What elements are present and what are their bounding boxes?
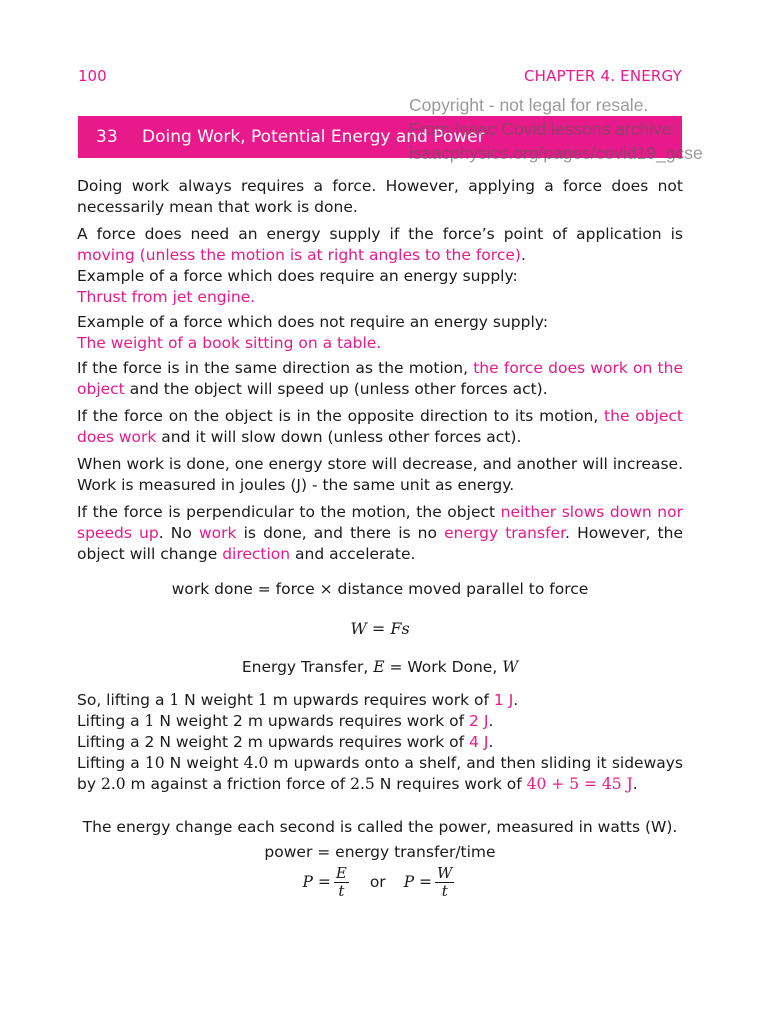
example-line-2: Lifting a 1 N weight 2 m upwards requires work of 2 J. (77, 712, 494, 730)
equation-w-fs: W = Fs (350, 619, 410, 638)
power-word-equation: power = energy transfer/time (264, 843, 496, 861)
fraction-w-over-t: $\frac{W}{t}$ (437, 864, 453, 900)
section-banner (78, 116, 682, 158)
power-p-equals-2: P = (403, 873, 433, 891)
fraction-e-over-t: $\frac{E}{t}$ (335, 864, 347, 900)
page-number: 100 (78, 67, 107, 85)
page-body (77, 176, 683, 900)
example-line-3: Lifting a 2 N weight 2 m upwards requires work of 4 J. (77, 733, 494, 751)
watermark-line-3: isaacphysics.org/pages/covid19_gcse (409, 143, 703, 163)
paragraph-work-done-energy: When work is done, one energy store will decrease, and another will increase. Work is measured in joules (J) - the same unit as energy. (77, 455, 683, 494)
section-title: Doing Work, Potential Energy and Power (142, 127, 485, 147)
power-p-equals-1: P = (302, 873, 331, 891)
power-intro: The energy change each second is called the power, measured in watts (W). (82, 818, 678, 836)
example-line-1: So, lifting a 1 N weight 1 m upwards requires work of 1 J. (77, 691, 519, 709)
chapter-heading: CHAPTER 4. ENERGY (523, 67, 682, 85)
paragraph-energy-supply: A force does need an energy supply if the force’s point of application is moving (unless the motion is at right angles to the force). (77, 225, 683, 264)
paragraph-opposite-direction: If the force on the object is in the opposite direction to its motion, the object does work and it will slow down (unless other forces act). (77, 407, 683, 446)
example-line-4: Lifting a 10 N weight 4.0 m upwards onto a shelf, and then sliding it sideways by 2.0 m against a friction force of 2.5 N requires work of 40 + 5 = 45 J. (77, 754, 683, 793)
power-or: or (369, 873, 386, 891)
equation-work-done: work done = force × distance moved parallel to force (171, 580, 589, 598)
equation-energy-transfer: Energy Transfer, E = Work Done, W (241, 658, 519, 676)
watermark-line-2: From Isaac Covid lessons archive: (409, 119, 677, 139)
paragraph-perpendicular: If the force is perpendicular to the motion, the object neither slows down nor speeds up. No work is done, and there is no energy transfer. However, the object will change direction and accelerate. (77, 503, 683, 563)
paragraph-example-requires: Example of a force which does require an energy supply: Thrust from jet engine. (77, 267, 518, 306)
section-number: 33 (96, 127, 118, 147)
paragraph-work-requires-force: Doing work always requires a force. However, applying a force does not necessarily mean that work is done. (77, 177, 683, 216)
paragraph-same-direction: If the force is in the same direction as the motion, the force does work on the object and the object will speed up (unless other forces act). (77, 359, 683, 398)
work-examples (77, 690, 683, 795)
watermark-line-1: Copyright - not legal for resale. (409, 95, 649, 115)
paragraph-example-not-requires: Example of a force which does not require an energy supply: The weight of a book sitting on a table. (77, 313, 549, 352)
power-formulas (77, 865, 683, 900)
